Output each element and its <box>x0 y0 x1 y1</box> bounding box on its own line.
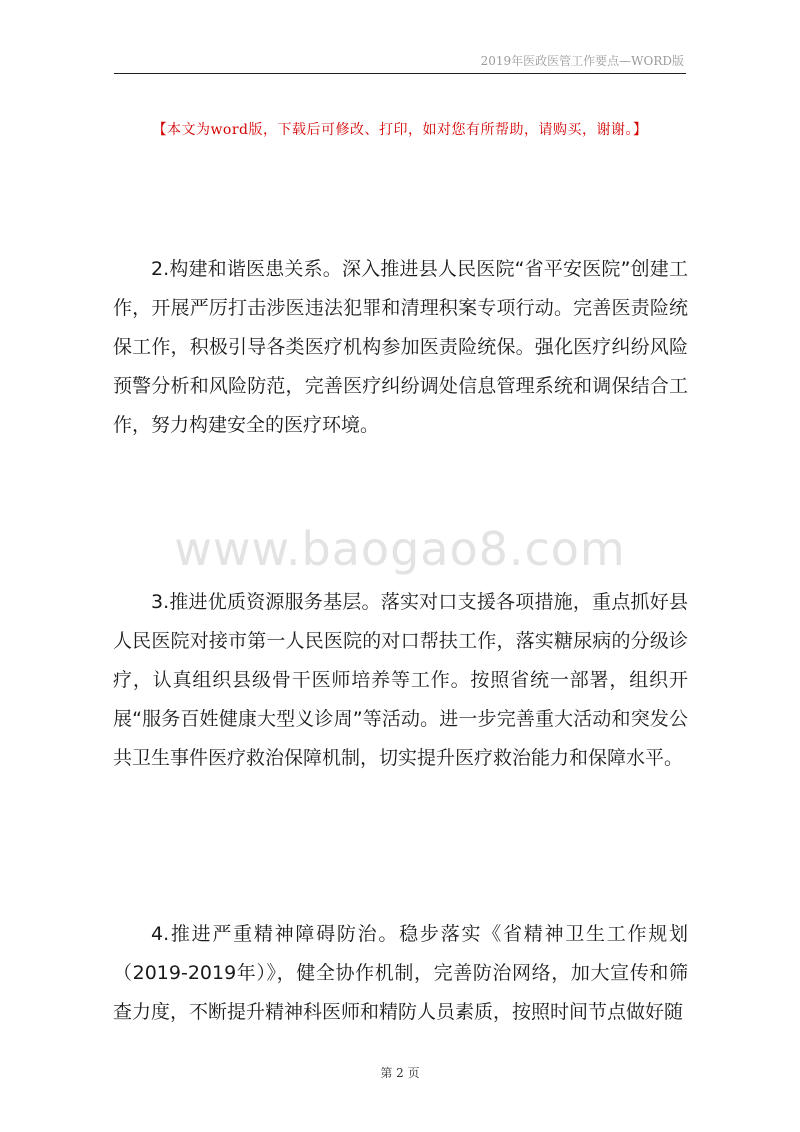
running-header: 2019年医政医管工作要点—WORD版 <box>480 54 684 68</box>
purchase-notice: 【本文为word版，下载后可修改、打印，如对您有所帮助，请购买，谢谢。】 <box>152 122 648 138</box>
paragraph-2: 2.构建和谐医患关系。深入推进县人民医院“省平安医院”创建工作，开展严厉打击涉医违法犯罪和清理积案专项行动。完善医责险统保工作，积极引导各类医疗机构参加医责险统保。强化医疗纠纷风险预警分析和风险防范，完善医疗纠纷调处信息管理系统和调保结合工作，努力构建安全的医疗环境。 <box>113 258 688 436</box>
paragraph-3: 3.推进优质资源服务基层。落实对口支援各项措施，重点抓好县人民医院对接市第一人民医院的对口帮扶工作，落实糖尿病的分级诊疗，认真组织县级骨干医师培养等工作。按照省统一部署，组织开展“服务百姓健康大型义诊周”等活动。进一步完善重大活动和突发公共卫生事件医疗救治保障机制，切实提升医疗救治能力和保障水平。 <box>113 591 688 769</box>
paragraph-4: 4.推进严重精神障碍防治。稳步落实《省精神卫生工作规划（2019-2019年）》，健全协作机制，完善防治网络，加大宣传和筛查力度，不断提升精神科医师和精防人员素质，按照时间节点做好随 <box>113 923 688 1023</box>
watermark: www.baogao8.com <box>174 522 626 576</box>
header-divider <box>114 73 686 74</box>
page-number: 第 2 页 <box>380 1066 420 1080</box>
